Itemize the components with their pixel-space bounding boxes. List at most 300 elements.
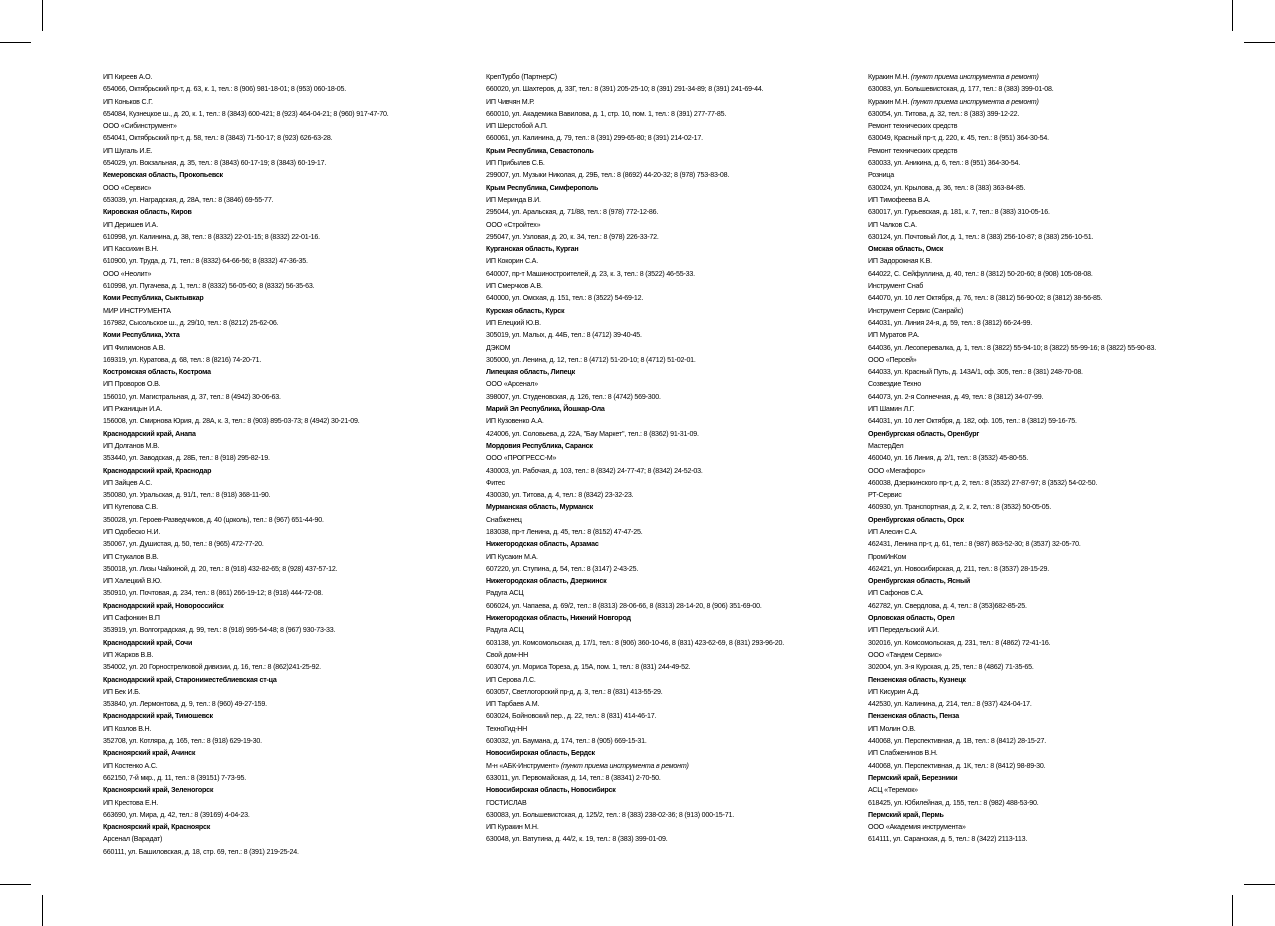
list-item-text: ИП Долганов М.В. — [103, 441, 160, 450]
list-item-text: Ремонт технических средств — [868, 122, 958, 131]
list-item-text: Кемеровская область, Прокопьевск — [103, 171, 223, 180]
list-item — [103, 612, 389, 624]
list-item — [486, 96, 784, 108]
region-heading — [103, 428, 389, 440]
list-item — [103, 452, 389, 464]
list-item — [103, 538, 389, 550]
list-item-text: Оренбургская область, Орск — [868, 515, 964, 524]
list-item-text: ИП Козлов В.Н. — [103, 724, 152, 733]
list-item-text: Краснодарский край, Тимошевск — [103, 712, 213, 721]
region-heading — [868, 612, 1156, 624]
crop-mark — [42, 0, 43, 31]
list-item — [486, 477, 784, 489]
list-item — [868, 329, 1156, 341]
list-item — [103, 797, 389, 809]
list-item-text: 630048, ул. Ватутина, д. 44/2, к. 19, тел.: 8 (383) 399-01-09. — [486, 835, 668, 844]
dealer-list-column-2 — [486, 71, 784, 846]
list-item-text: ИП Задорожная К.В. — [868, 257, 932, 266]
list-item — [486, 514, 784, 526]
list-item-text: 644031, ул. Линия 24-я, д. 59, тел.: 8 (3812) 66-24-99. — [868, 318, 1033, 327]
list-item-text: 614111, ул. Саранская, д. 5, тел.: 8 (3422) 2113-113. — [868, 835, 1028, 844]
list-item — [868, 797, 1156, 809]
list-item — [868, 292, 1156, 304]
list-item — [103, 489, 389, 501]
list-item — [868, 157, 1156, 169]
region-heading — [103, 169, 389, 181]
list-item-text: ИП Кассихин В.Н. — [103, 245, 159, 254]
list-item — [486, 280, 784, 292]
region-heading — [486, 612, 784, 624]
list-item-text: ИП Крестова Е.Н. — [103, 798, 159, 807]
list-item-text: ИП Муратов Р.А. — [868, 331, 920, 340]
list-item — [103, 501, 389, 513]
list-item-text: 610900, ул. Труда, д. 71, тел.: 8 (8332) 64-66-56; 8 (8332) 47-36-35. — [103, 257, 308, 266]
list-item-text: 603032, ул. Баумана, д. 174, тел.: 8 (905) 669-15-31. — [486, 737, 647, 746]
list-item-text: 660061, ул. Калинина, д. 79, тел.: 8 (391) 299-65-80; 8 (391) 214-02-17. — [486, 134, 703, 143]
list-item — [103, 391, 389, 403]
list-item-text: ООО «Персей» — [868, 355, 917, 364]
list-item — [486, 342, 784, 354]
region-heading — [868, 575, 1156, 587]
list-item-text: Пермский край, Березники — [868, 773, 958, 782]
list-item — [103, 514, 389, 526]
list-item — [103, 440, 389, 452]
list-item — [486, 317, 784, 329]
list-item-text: ИП Алесин С.А. — [868, 527, 918, 536]
list-item — [486, 231, 784, 243]
list-item-text: ИП Бек И.Б. — [103, 687, 141, 696]
region-heading — [103, 292, 389, 304]
list-item-text: 350028, ул. Героев-Разведчиков, д. 40 (цоколь), тел.: 8 (967) 651-44-90. — [103, 515, 324, 524]
repair-point-note: (пункт приема инструмента в ремонт) — [910, 73, 1039, 81]
list-item — [103, 132, 389, 144]
list-item-text: ИП Кисурин А.Д. — [868, 687, 920, 696]
list-item — [868, 305, 1156, 317]
list-item-text: Новосибирская область, Бердск — [486, 749, 595, 758]
list-item — [868, 206, 1156, 218]
dealer-list-column-1 — [103, 71, 389, 858]
list-item-text: 618425, ул. Юбилейная, д. 155, тел.: 8 (982) 488-53-90. — [868, 798, 1039, 807]
list-item — [486, 797, 784, 809]
list-item — [103, 354, 389, 366]
list-item-text: 660020, ул. Шахтеров, д. 33Г, тел.: 8 (391) 205-25-10; 8 (391) 291-34-89; 8 (391) 241-69-44. — [486, 85, 764, 94]
list-item-text: 350910, ул. Почтовая, д. 234, тел.: 8 (861) 266-19-12; 8 (918) 444-72-08. — [103, 589, 323, 598]
list-item — [486, 551, 784, 563]
list-item-text: ПромИнКом — [868, 552, 907, 561]
list-item-text: 610998, ул. Калинина, д. 38, тел.: 8 (8332) 22-01-15; 8 (8332) 22-01-16. — [103, 232, 320, 241]
list-item — [103, 182, 389, 194]
list-item-text: ИП Шерстобой А.П. — [486, 122, 548, 131]
list-item — [868, 317, 1156, 329]
list-item-text: Снабженец — [486, 515, 522, 524]
list-item — [486, 415, 784, 427]
list-item — [103, 735, 389, 747]
list-item — [486, 83, 784, 95]
list-item-text: Крым Республика, Севастополь — [486, 146, 594, 155]
list-item — [486, 268, 784, 280]
list-item-text: Курская область, Курск — [486, 306, 565, 315]
list-item — [868, 354, 1156, 366]
list-item — [103, 723, 389, 735]
list-item-text: Созвездие Техно — [868, 380, 921, 389]
list-item-text: ИП Меринда В.И. — [486, 195, 541, 204]
list-item-text: Костромская область, Кострома — [103, 368, 211, 377]
list-item-text: Инструмент Сервис (Санрайс) — [868, 306, 964, 315]
list-item — [486, 465, 784, 477]
list-item-text: Марий Эл Республика, Йошкар-Ола — [486, 405, 605, 414]
list-item-text: 630049, Красный пр-т, д. 220, к. 45, тел.: 8 (951) 364-30-54. — [868, 134, 1049, 143]
region-heading — [868, 674, 1156, 686]
list-item-text: 603138, ул. Комсомольская, д. 17/1, тел.: 8 (906) 360-10-46, 8 (831) 423-62-69, 8 (831) 293-96-20. — [486, 638, 785, 647]
list-item — [868, 833, 1156, 845]
list-item — [486, 71, 784, 83]
list-item-text: Кировская область, Киров — [103, 208, 192, 217]
list-item-text: 644031, ул. 10 лет Октября, д. 182, оф. 105, тел.: 8 (3812) 59-16-75. — [868, 417, 1077, 426]
list-item — [868, 120, 1156, 132]
list-item-text: Красноярский край, Красноярск — [103, 823, 211, 832]
repair-point-note: (пункт приема инструмента в ремонт) — [560, 761, 689, 770]
list-item-text: 302004, ул. 3-я Курская, д. 25, тел.: 8 (4862) 71-35-65. — [868, 663, 1034, 672]
list-item-text: Розница — [868, 171, 895, 180]
list-item — [103, 96, 389, 108]
list-item-text: 663690, ул. Мира, д. 42, тел.: 8 (39169) 4-04-23. — [103, 810, 250, 819]
list-item — [868, 71, 1156, 83]
list-item-text: 350080, ул. Уральская, д. 91/1, тел.: 8 (918) 368-11-90. — [103, 491, 271, 500]
list-item — [486, 735, 784, 747]
list-item — [868, 538, 1156, 550]
list-item — [486, 354, 784, 366]
list-item-text: Красноярский край, Ачинск — [103, 749, 196, 758]
region-heading — [868, 710, 1156, 722]
list-item — [103, 157, 389, 169]
region-heading — [868, 809, 1156, 821]
list-item-text: 662150, 7-й мкр., д. 11, тел.: 8 (39151) 7-73-95. — [103, 773, 246, 782]
list-item-text: Краснодарский край, Краснодар — [103, 466, 212, 475]
list-item-text: ИП Сафонов С.А. — [868, 589, 924, 598]
list-item — [103, 71, 389, 83]
list-item — [868, 489, 1156, 501]
list-item-text: 156010, ул. Магистральная, д. 37, тел.: 8 (4942) 30-06-63. — [103, 392, 281, 401]
list-item-text: Нижегородская область, Нижний Новгород — [486, 614, 631, 623]
crop-mark — [1232, 895, 1233, 926]
list-item-text: 398007, ул. Студеновская, д. 126, тел.: 8 (4742) 569-300. — [486, 392, 661, 401]
list-item — [486, 833, 784, 845]
list-item-text: Оренбургская область, Оренбург — [868, 429, 980, 438]
list-item-text: ИП Халецкий В.Ю. — [103, 577, 162, 586]
list-item-text: М-н «АБК-Инструмент» — [486, 761, 561, 770]
list-item-text: Крым Республика, Симферополь — [486, 183, 599, 192]
list-item — [103, 342, 389, 354]
list-item — [868, 108, 1156, 120]
list-item-text: 630124, ул. Почтовый Лог, д. 1, тел.: 8 (383) 256-10-87; 8 (383) 256-10-51. — [868, 232, 1094, 241]
list-item-text: Краснодарский край, Новороссийск — [103, 601, 224, 610]
list-item — [103, 378, 389, 390]
list-item — [103, 268, 389, 280]
list-item-text: Арсенал (Варадат) — [103, 835, 163, 844]
list-item-text: МИР ИНСТРУМЕНТА — [103, 306, 171, 315]
list-item-text: 654041, Октябрьский пр-т, д. 58, тел.: 8 (3843) 71-50-17; 8 (923) 626-63-28. — [103, 134, 333, 143]
list-item-text: 299007, ул. Музыки Николая, д. 29Б, тел.: 8 (8692) 44-20-32; 8 (978) 753-83-08. — [486, 171, 730, 180]
list-item-text: 302016, ул. Комсомольская, д. 231, тел.: 8 (4862) 72-41-16. — [868, 638, 1051, 647]
list-item-text: 462782, ул. Свердлова, д. 4, тел.: 8 (353)682-85-25. — [868, 601, 1027, 610]
list-item-text: ТехноГид-НН — [486, 724, 528, 733]
list-item-text: 603024, Бойновский пер., д. 22, тел.: 8 (831) 414-46-17. — [486, 712, 657, 721]
list-item — [103, 317, 389, 329]
list-item — [868, 391, 1156, 403]
list-item-text: 603074, ул. Мориса Тореза, д. 15А, пом. 1, тел.: 8 (831) 244-49-52. — [486, 663, 691, 672]
list-item-text: 644033, ул. Красный Путь, д. 143А/1, оф. 305, тел.: 8 (381) 248-70-08. — [868, 368, 1083, 377]
list-item-text: Нижегородская область, Дзержинск — [486, 577, 607, 586]
list-item — [868, 440, 1156, 452]
list-item-text: ИП Кутепова С.В. — [103, 503, 158, 512]
region-heading — [486, 366, 784, 378]
list-item — [486, 219, 784, 231]
list-item — [868, 661, 1156, 673]
region-heading — [486, 538, 784, 550]
list-item-text: 353440, ул. Заводская, д. 28Б, тел.: 8 (918) 295-82-19. — [103, 454, 270, 463]
list-item-text: 424006, ул. Соловьева, д. 22А, "Бау Маркет", тел.: 8 (8362) 91-31-09. — [486, 429, 699, 438]
list-item — [868, 415, 1156, 427]
list-item-text: ИП Елецкий Ю.В. — [486, 318, 541, 327]
list-item — [486, 206, 784, 218]
list-item — [868, 280, 1156, 292]
list-item — [486, 698, 784, 710]
list-item — [486, 809, 784, 821]
list-item — [868, 600, 1156, 612]
list-item-text: Омская область, Омск — [868, 245, 944, 254]
list-item — [486, 526, 784, 538]
list-item-text: Радуга АСЦ — [486, 626, 524, 635]
list-item — [486, 157, 784, 169]
list-item — [486, 563, 784, 575]
list-item-text: ИП Жарков В.В. — [103, 650, 154, 659]
list-item — [486, 661, 784, 673]
list-item — [868, 760, 1156, 772]
list-item-text: 603057, Светлогорский пр-д, д. 3, тел.: 8 (831) 413-55-29. — [486, 687, 663, 696]
list-item-text: ИП Кузовенко А.А. — [486, 417, 544, 426]
repair-point-note: (пункт приема инструмента в ремонт) — [910, 97, 1039, 106]
list-item-text: 654029, ул. Вокзальная, д. 35, тел.: 8 (3843) 60-17-19; 8 (3843) 60-19-17. — [103, 159, 327, 168]
list-item — [486, 169, 784, 181]
list-item-text: 354002, ул. 20 Горнострелковой дивизии, д. 16, тел.: 8 (862)241-25-92. — [103, 663, 321, 672]
list-item-text: ИП Кусакин М.А. — [486, 552, 538, 561]
list-item — [103, 698, 389, 710]
region-heading — [103, 784, 389, 796]
list-item — [103, 120, 389, 132]
list-item — [868, 526, 1156, 538]
list-item-text: ИП Шамин Л.Г. — [868, 405, 915, 414]
list-item-text: 644022, С. Сейфуллина, д. 40, тел.: 8 (3812) 50-20-60; 8 (908) 105-08-08. — [868, 269, 1093, 278]
list-item-text: 640000, ул. Омская, д. 151, тел.: 8 (3522) 54-69-12. — [486, 294, 644, 303]
list-item-text: ИП Тимофеева В.А. — [868, 195, 931, 204]
list-item — [103, 563, 389, 575]
list-item-text: 295047, ул. Узловая, д. 20, к. 34, тел.: 8 (978) 226-33-72. — [486, 232, 659, 241]
list-item-text: Пензенская область, Кузнецк — [868, 675, 966, 684]
crop-mark — [0, 42, 31, 43]
region-heading — [103, 206, 389, 218]
list-item — [868, 255, 1156, 267]
list-item-text: 630054, ул. Титова, д. 32, тел.: 8 (383) 399-12-22. — [868, 109, 1020, 118]
region-heading — [486, 305, 784, 317]
list-item — [103, 231, 389, 243]
list-item — [103, 551, 389, 563]
list-item — [868, 231, 1156, 243]
region-heading — [486, 501, 784, 513]
list-item — [103, 403, 389, 415]
list-item-text: Свой дом-НН — [486, 650, 529, 659]
list-item — [103, 108, 389, 120]
list-item — [868, 649, 1156, 661]
region-heading — [486, 575, 784, 587]
list-item-text: ИП Стукалов В.В. — [103, 552, 159, 561]
list-item-text: Коми Республика, Ухта — [103, 331, 180, 340]
region-heading — [868, 428, 1156, 440]
list-item-text: Радуга АСЦ — [486, 589, 524, 598]
list-item-text: Мурманская область, Мурманск — [486, 503, 593, 512]
list-item-text: 460930, ул. Транспортная, д. 2, к. 2, тел.: 8 (3532) 50-05-05. — [868, 503, 1052, 512]
list-item-text: ИП Чалков С.А. — [868, 220, 917, 229]
list-item — [868, 784, 1156, 796]
list-item — [486, 108, 784, 120]
region-heading — [103, 600, 389, 612]
list-item-text: ИП Одобеско Н.И. — [103, 527, 161, 536]
list-item-text: Инструмент Снаб — [868, 282, 924, 291]
list-item-text: 305000, ул. Ленина, д. 12, тел.: 8 (4712) 51-20-10; 8 (4712) 51-02-01. — [486, 355, 696, 364]
list-item — [486, 489, 784, 501]
list-item-text: Оренбургская область, Ясный — [868, 577, 971, 586]
list-item — [868, 145, 1156, 157]
list-item-text: 630024, ул. Крылова, д. 36, тел.: 8 (383) 363-84-85. — [868, 183, 1026, 192]
list-item — [486, 391, 784, 403]
list-item — [868, 501, 1156, 513]
crop-mark — [42, 895, 43, 926]
list-item-text: 167982, Сысольское ш., д. 29/10, тел.: 8 (8212) 25-62-06. — [103, 318, 279, 327]
list-item-text: Новосибирская область, Новосибирск — [486, 786, 616, 795]
list-item-text: ГОСТИСЛАВ — [486, 798, 527, 807]
list-item — [486, 600, 784, 612]
list-item-text: 430003, ул. Рабочая, д. 103, тел.: 8 (8342) 24-77-47; 8 (8342) 24-52-03. — [486, 466, 703, 475]
list-item-text: Фитес — [486, 478, 506, 487]
list-item — [486, 760, 784, 772]
list-item — [868, 821, 1156, 833]
list-item-text: 660010, ул. Академика Вавилова, д. 1, стр. 10, пом. 1, тел.: 8 (391) 277-77-85. — [486, 109, 727, 118]
list-item-text: РТ-Сервис — [868, 491, 902, 500]
list-item-text: Красноярский край, Зеленогорск — [103, 786, 214, 795]
list-item — [103, 809, 389, 821]
list-item-text: ИП Куракин М.Н. — [486, 823, 539, 832]
list-item — [486, 132, 784, 144]
list-item — [486, 587, 784, 599]
list-item — [868, 624, 1156, 636]
list-item — [103, 477, 389, 489]
region-heading — [486, 440, 784, 452]
list-item — [868, 637, 1156, 649]
list-item-text: Курганская область, Курган — [486, 245, 579, 254]
list-item-text: 462431, Ленина пр-т, д. 61, тел.: 8 (987) 863-52-30; 8 (3537) 32-05-70. — [868, 540, 1081, 549]
list-item-text: ИП Деришев И.А. — [103, 220, 158, 229]
region-heading — [868, 772, 1156, 784]
list-item — [868, 686, 1156, 698]
list-item — [486, 329, 784, 341]
list-item-text: 654066, Октябрьский пр-т, д. 63, к. 1, тел.: 8 (906) 981-18-01; 8 (953) 060-18-05. — [103, 85, 347, 94]
list-item — [103, 624, 389, 636]
list-item — [103, 219, 389, 231]
list-item-text: ДЭКОМ — [486, 343, 511, 352]
list-item — [486, 428, 784, 440]
list-item-text: ИП Прибылев С.Б. — [486, 159, 545, 168]
list-item — [103, 415, 389, 427]
list-item-text: Пермский край, Пермь — [868, 810, 944, 819]
list-item-text: Коми Республика, Сыктывкар — [103, 294, 204, 303]
list-item-text: 295044, ул. Аральская, д. 71/88, тел.: 8 (978) 772-12-86. — [486, 208, 659, 217]
list-item-text: 440068, ул. Перспективная, д. 1К, тел.: 8 (8412) 98-89-30. — [868, 761, 1046, 770]
region-heading — [486, 403, 784, 415]
dealer-list-column-3 — [868, 71, 1156, 846]
list-item — [103, 760, 389, 772]
list-item-text: 353919, ул. Волгоградская, д. 99, тел.: 8 (918) 995-54-48; 8 (967) 930-73-33. — [103, 626, 336, 635]
list-item — [486, 452, 784, 464]
list-item-text: 442530, ул. Калинина, д. 214, тел.: 8 (937) 424-04-17. — [868, 700, 1032, 709]
list-item-text: Ремонт технических средств — [868, 146, 958, 155]
list-item-text: ИП Смерчков А.В. — [486, 282, 543, 291]
region-heading — [103, 710, 389, 722]
list-item — [103, 243, 389, 255]
list-item-text: ИП Молин О.В. — [868, 724, 916, 733]
list-item-text: Орловская область, Орел — [868, 614, 955, 623]
list-item — [486, 649, 784, 661]
list-item-text: Краснодарский край, Анапа — [103, 429, 196, 438]
list-item-text: ООО «Сервис» — [103, 183, 152, 192]
list-item-text: 350067, ул. Душистая, д. 50, тел.: 8 (965) 472-77-20. — [103, 540, 264, 549]
list-item-text: 630083, ул. Большевистская, д. 125/2, тел.: 8 (383) 238-02-36; 8 (913) 000-15-71. — [486, 810, 734, 819]
list-item — [486, 637, 784, 649]
list-item — [868, 698, 1156, 710]
list-item — [868, 452, 1156, 464]
list-item-text: ИП Передельский А.И. — [868, 626, 939, 635]
list-item — [868, 587, 1156, 599]
list-item — [868, 194, 1156, 206]
list-item — [103, 649, 389, 661]
list-item-text: ООО «Стройтех» — [486, 220, 541, 229]
region-heading — [103, 674, 389, 686]
list-item — [103, 305, 389, 317]
list-item — [868, 132, 1156, 144]
list-item — [486, 674, 784, 686]
list-item-text: 630017, ул. Гурьевская, д. 181, к. 7, тел.: 8 (383) 310-05-16. — [868, 208, 1050, 217]
list-item — [103, 587, 389, 599]
region-heading — [103, 329, 389, 341]
list-item-text: 640007, пр-т Машиностроителей, д. 23, к. 3, тел.: 8 (3522) 46-55-33. — [486, 269, 695, 278]
list-item-text: ИП Зайцев А.С. — [103, 478, 153, 487]
list-item-text: 350018, ул. Лизы Чайкиной, д. 20, тел.: 8 (918) 432-82-65; 8 (928) 437-57-12. — [103, 564, 338, 573]
list-item — [103, 83, 389, 95]
list-item-text: 607220, ул. Ступина, д. 54, тел.: 8 (3147) 2-43-25. — [486, 564, 639, 573]
list-item-text: 606024, ул. Чапаева, д. 69/2, тел.: 8 (8313) 28-06-66, 8 (8313) 28-14-20, 8 (906) 351-69-00. — [486, 601, 762, 610]
list-item-text: 156008, ул. Смирнова Юрия, д. 28А, к. 3, тел.: 8 (903) 895-03-73; 8 (4942) 30-21-09. — [103, 417, 360, 426]
list-item-text: ООО «Сибинструмент» — [103, 122, 177, 131]
list-item-text: 462421, ул. Новосибирская, д. 211, тел.: 8 (3537) 28-15-29. — [868, 564, 1050, 573]
list-item-text: 654084, Кузнецкое ш., д. 20, к. 1, тел.: 8 (3843) 600-421; 8 (923) 464-04-21; 8 (960) 917-47-70. — [103, 109, 389, 118]
list-item-text: 644036, ул. Лесоперевалка, д. 1, тел.: 8 (3822) 55-94-10; 8 (3822) 55-99-16; 8 (3822) 55-90-83. — [868, 343, 1156, 352]
list-item-text: ООО «Академия инструмента» — [868, 823, 966, 832]
list-item-text: Мордовия Республика, Саранск — [486, 441, 593, 450]
list-item — [868, 563, 1156, 575]
list-item — [103, 772, 389, 784]
list-item-text: 660111, ул. Башиловская, д. 18, стр. 69, тел.: 8 (391) 219-25-24. — [103, 847, 299, 856]
list-item-text: ИП Коньков С.Г. — [103, 97, 153, 106]
crop-mark — [1232, 0, 1233, 31]
list-item-text: ИП Сафонкин В.П — [103, 614, 160, 623]
